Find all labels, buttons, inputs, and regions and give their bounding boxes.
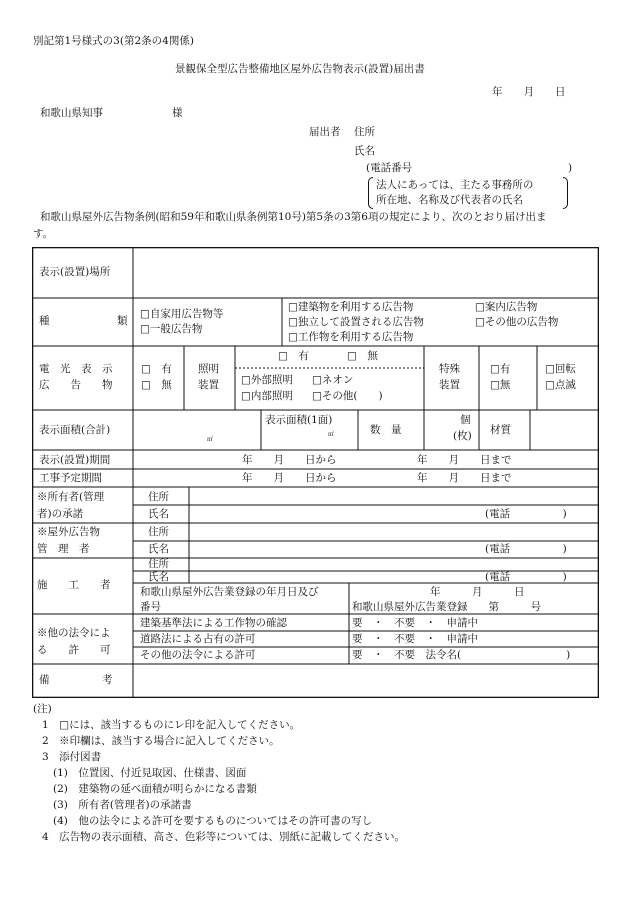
- note-item: 3 添付図書: [42, 751, 102, 763]
- elec-no-checkbox[interactable]: □ 無: [141, 379, 172, 391]
- other-law-label-2: る 許 可: [37, 644, 111, 656]
- remarks-field[interactable]: [135, 666, 596, 696]
- schedule-to[interactable]: 年 月 日まで: [417, 472, 512, 484]
- note-item: 2 ※印欄は、該当する場合に記入してください。: [42, 735, 280, 747]
- type-checkbox-private[interactable]: □自家用広告物等: [140, 308, 224, 320]
- elec-yes-checkbox[interactable]: □ 有: [141, 363, 172, 375]
- blink-checkbox[interactable]: □点滅: [545, 379, 576, 391]
- note-item: (2) 建築物の延べ面積が明らかになる書類: [53, 783, 257, 795]
- applicant-label: 届出者: [309, 126, 341, 138]
- manager-label-2: 管 理 者: [37, 543, 90, 555]
- type-checkbox-other[interactable]: □その他の広告物: [475, 316, 559, 328]
- quantity-label: 数 量: [370, 424, 402, 436]
- law-row-status[interactable]: 要 ・ 不要 ・ 申請中: [352, 617, 478, 629]
- law-row-label: 道路法による占有の許可: [140, 633, 256, 645]
- manager-label-1: ※屋外広告物: [37, 526, 100, 538]
- type-label-b: 類: [117, 315, 128, 327]
- owner-label-2: 者)の承諾: [37, 508, 84, 520]
- lighting-label-2: 装置: [198, 379, 219, 391]
- lighting-no-checkbox[interactable]: □ 無: [347, 350, 378, 362]
- corp-note-line2: 所在地、名称及び代表者の氏名: [376, 194, 523, 206]
- manager-name-label: 氏名: [148, 543, 169, 555]
- registration-label-1: 和歌山県屋外広告業登録の年月日及び: [140, 586, 319, 598]
- lighting-label-1: 照明: [198, 363, 219, 375]
- phone-label: (電話番号: [366, 162, 413, 174]
- note-item: (1) 位置図、付近見取図、仕様書、図面: [53, 767, 247, 779]
- schedule-from[interactable]: 年 月 日から: [242, 472, 337, 484]
- note-item: (4) 他の法令による許可を要するものについてはその許可書の写し: [53, 815, 373, 827]
- type-checkbox-general[interactable]: □一般広告物: [140, 323, 203, 335]
- location-label: 表示(設置)場所: [39, 266, 111, 278]
- body-line2: す。: [33, 228, 54, 240]
- lighting-internal-checkbox[interactable]: □内部照明: [241, 390, 293, 402]
- period-to[interactable]: 年 月 日まで: [417, 454, 512, 466]
- material-label: 材質: [490, 424, 511, 436]
- remarks-label: 備 考: [39, 674, 113, 686]
- law-row-label: その他の法令による許可: [140, 649, 256, 661]
- addressee: 和歌山県知事: [40, 107, 103, 119]
- owner-phone[interactable]: (電話 ): [485, 508, 567, 520]
- registration-number[interactable]: 和歌山県屋外広告業登録 第 号: [352, 601, 541, 613]
- notes-heading: (注): [33, 703, 52, 715]
- notification-form: [32, 247, 599, 698]
- contractor-address-label: 住所: [148, 558, 169, 570]
- count-unit-2: (枚): [453, 430, 472, 442]
- note-item: (3) 所有者(管理者)の承諾書: [53, 799, 192, 811]
- period-label: 表示(設置)期間: [39, 454, 111, 466]
- registration-label-2: 番号: [140, 601, 161, 613]
- lighting-yes-checkbox[interactable]: □ 有: [278, 350, 309, 362]
- body-line1: 和歌山県屋外広告物条例(昭和59年和歌山県条例第10号)第5条の3第6項の規定により、次のとおり届け出ま: [40, 211, 547, 223]
- corp-note-bracket-right: [563, 177, 568, 209]
- count-unit-1: 個: [460, 414, 471, 426]
- type-checkbox-guide[interactable]: □案内広告物: [475, 301, 538, 313]
- period-from[interactable]: 年 月 日から: [242, 454, 337, 466]
- law-row-status[interactable]: 要 ・ 不要 ・ 申請中: [352, 633, 478, 645]
- law-row-label: 建築基準法による工作物の確認: [140, 617, 287, 629]
- date-line: 年 月 日: [492, 86, 566, 98]
- form-number: 別記第1号様式の3(第2条の4関係): [33, 35, 194, 47]
- elec-label-1: 電 光 表 示: [39, 363, 113, 375]
- area-single-unit: ㎡: [328, 431, 335, 438]
- lighting-other-checkbox[interactable]: □その他( ): [312, 390, 383, 402]
- area-total-label: 表示面積(合計): [39, 424, 111, 436]
- manager-phone[interactable]: (電話 ): [485, 543, 567, 555]
- note-item: 4 広告物の表示面積、高さ、色彩等については、別紙に記載してください。: [42, 831, 406, 843]
- area-single-label: 表示面積(1面): [265, 414, 333, 426]
- law-row-status[interactable]: 要 ・ 不要 法令名( ): [352, 649, 571, 661]
- document-title: 景観保全型広告整備地区屋外広告物表示(設置)届出書: [175, 63, 425, 75]
- special-label-2: 装置: [439, 379, 460, 391]
- owner-name-label: 氏名: [148, 508, 169, 520]
- lighting-external-checkbox[interactable]: □外部照明: [241, 374, 293, 386]
- owner-address-label: 住所: [148, 491, 169, 503]
- elec-label-2: 広 告 物: [39, 379, 113, 391]
- type-label-a: 種: [39, 315, 50, 327]
- honorific: 様: [172, 107, 183, 119]
- corp-note-bracket-left: [368, 177, 373, 209]
- special-no-checkbox[interactable]: □無: [490, 379, 511, 391]
- contractor-name-label: 氏名: [148, 571, 169, 583]
- lighting-neon-checkbox[interactable]: □ネオン: [312, 374, 354, 386]
- type-checkbox-building[interactable]: □建築物を利用する広告物: [288, 301, 414, 313]
- other-law-label-1: ※他の法令によ: [37, 627, 111, 639]
- type-checkbox-standalone[interactable]: □独立して設置される広告物: [288, 316, 424, 328]
- rotation-checkbox[interactable]: □回転: [545, 363, 576, 375]
- schedule-label: 工事予定期間: [39, 472, 102, 484]
- location-field[interactable]: [135, 250, 596, 296]
- type-checkbox-structure[interactable]: □工作物を利用する広告物: [288, 331, 414, 343]
- corp-note-line1: 法人にあっては、主たる事務所の: [376, 179, 534, 191]
- name-label: 氏名: [354, 145, 375, 157]
- phone-close: ): [568, 162, 573, 174]
- manager-address-label: 住所: [148, 526, 169, 538]
- address-label: 住所: [354, 126, 375, 138]
- contractor-phone[interactable]: (電話 ): [485, 571, 567, 583]
- area-total-unit: ㎡: [207, 436, 214, 443]
- special-label-1: 特殊: [439, 363, 460, 375]
- owner-label-1: ※所有者(管理: [37, 491, 105, 503]
- contractor-label: 施 工 者: [37, 579, 111, 591]
- special-yes-checkbox[interactable]: □有: [490, 363, 511, 375]
- registration-date[interactable]: 年 月 日: [430, 586, 525, 598]
- note-item: 1 □には、該当するものにレ印を記入してください。: [42, 719, 301, 731]
